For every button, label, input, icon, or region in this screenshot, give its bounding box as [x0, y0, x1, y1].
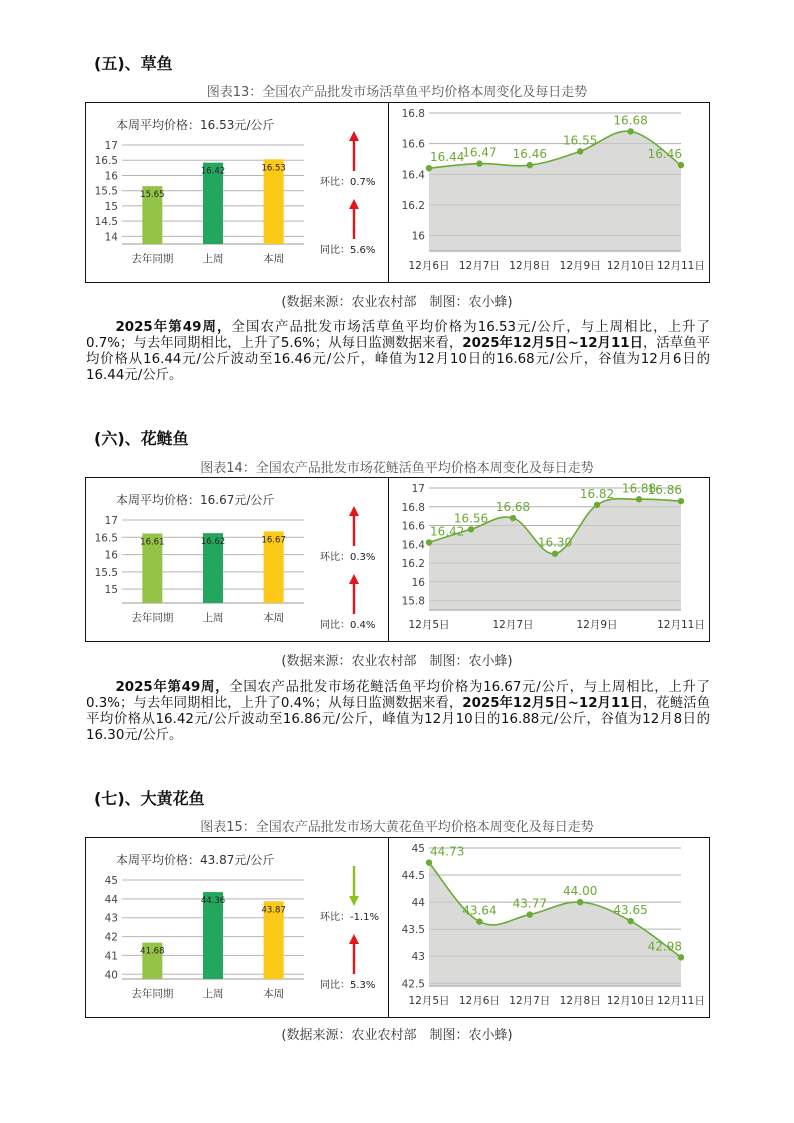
y-tick-label: 16 — [104, 549, 118, 562]
x-tick-label: 12月6日 — [458, 995, 500, 1007]
y-tick-label: 16.8 — [401, 108, 425, 120]
y-tick-label: 17 — [411, 483, 425, 495]
x-tick-label: 上周 — [202, 988, 224, 1000]
line-value-label: 16.30 — [537, 535, 573, 550]
x-tick-label: 去年同期 — [131, 988, 174, 1000]
line-value-label: 16.44 — [430, 150, 465, 165]
line-value-label: 43.64 — [462, 903, 497, 918]
bar-chart-15 — [86, 838, 388, 1016]
y-tick-label: 43.5 — [401, 924, 425, 937]
y-tick-label: 14.5 — [94, 216, 118, 229]
line-value-label: 43.77 — [512, 896, 547, 911]
section-heading-5: (五)、草鱼 — [94, 54, 173, 73]
bar-value-label: 16.61 — [140, 537, 165, 548]
y-tick-label: 16.4 — [401, 169, 425, 182]
yoy-arrow-icon — [349, 574, 359, 584]
x-tick-label: 12月11日 — [657, 619, 705, 631]
line-value-label: 44.00 — [563, 884, 598, 899]
y-tick-label: 44.5 — [401, 870, 425, 883]
line-value-label: 16.55 — [563, 133, 598, 148]
paragraph-text: 全国农产品批发市场花鲢活鱼平均价格为16.67元/公斤，与上周相比，上升了0.3%；与去年同期相比，上升了0.4%；从每日监测数据来看， — [86, 680, 711, 711]
mom-change-label: 环比：0.7% — [320, 177, 376, 188]
line-value-label: 16.88 — [621, 481, 657, 496]
line-value-label: 16.68 — [613, 113, 648, 128]
paragraph-text: ，花鲢活鱼平均价格从16.42元/公斤波动至16.86元/公斤，峰值为12月10日的16.88元/公斤，谷值为12月8日的16.30元/公斤。 — [86, 696, 711, 743]
yoy-arrow-icon — [349, 199, 359, 209]
mom-arrow-icon — [349, 896, 359, 906]
figure-title-15: 图表15：全国农产品批发市场大黄花鱼平均价格本周变化及每日走势 — [200, 820, 594, 835]
line-point-5 — [678, 954, 684, 960]
x-tick-label: 12月7日 — [458, 260, 500, 272]
x-tick-label: 本周 — [263, 612, 285, 624]
x-tick-label: 本周 — [263, 988, 285, 1000]
line-value-label: 16.42 — [430, 524, 465, 539]
line-value-label: 16.86 — [647, 483, 682, 498]
y-tick-label: 16.6 — [401, 520, 425, 533]
line-area — [429, 863, 681, 986]
mom-arrow-icon — [349, 506, 359, 516]
line-point-6 — [678, 498, 684, 504]
paragraph-lead: 2025年第49周， — [115, 320, 232, 335]
paragraph-6 — [86, 680, 710, 744]
y-tick-label: 14 — [104, 231, 118, 244]
bar-chart-14 — [86, 478, 388, 640]
line-value-label: 43.65 — [613, 903, 648, 918]
yoy-change-label: 同比：0.4% — [320, 620, 376, 631]
yoy-change-label: 同比：5.6% — [320, 245, 376, 256]
line-value-label: 16.82 — [579, 486, 615, 501]
y-tick-label: 45 — [411, 843, 425, 855]
bar-value-label: 44.36 — [200, 896, 226, 907]
source-note-15: (数据来源：农业农村部 制图：农小蜂) — [281, 1028, 513, 1043]
line-value-label: 16.46 — [512, 147, 547, 162]
line-value-label: 16.46 — [647, 147, 682, 162]
line-point-0 — [426, 539, 432, 545]
bar-chart-title: 本周平均价格：16.53元/公斤 — [116, 118, 275, 132]
bar-value-label: 15.65 — [140, 190, 165, 201]
y-tick-label: 42.5 — [401, 978, 425, 991]
y-tick-label: 17 — [104, 515, 118, 527]
line-point-1 — [476, 918, 482, 924]
x-tick-label: 12月11日 — [657, 995, 705, 1007]
bar-value-label: 16.42 — [200, 166, 226, 177]
x-tick-label: 去年同期 — [131, 253, 174, 265]
mom-change-label: 环比：0.3% — [320, 552, 376, 563]
line-point-1 — [476, 160, 482, 166]
y-tick-label: 16.2 — [401, 558, 425, 571]
source-note-13: (数据来源：农业农村部 制图：农小蜂) — [281, 295, 513, 310]
x-tick-label: 12月9日 — [559, 260, 601, 272]
y-tick-label: 16.5 — [94, 155, 118, 168]
line-point-3 — [577, 899, 583, 905]
line-value-label: 44.73 — [430, 844, 465, 859]
y-tick-label: 45 — [104, 875, 118, 887]
bar-chart-title: 本周平均价格：16.67元/公斤 — [116, 493, 275, 507]
line-value-label: 16.68 — [495, 500, 531, 515]
line-panel-14 — [388, 477, 710, 642]
figure-title-13: 图表13：全国农产品批发市场活草鱼平均价格本周变化及每日走势 — [206, 85, 588, 100]
x-tick-label: 上周 — [202, 253, 224, 265]
x-tick-label: 12月8日 — [559, 995, 601, 1007]
line-point-3 — [552, 550, 558, 556]
figure-title-14: 图表14：全国农产品批发市场花鲢活鱼平均价格本周变化及每日走势 — [200, 461, 594, 476]
x-tick-label: 12月6日 — [408, 260, 450, 272]
x-tick-label: 去年同期 — [131, 612, 174, 624]
y-tick-label: 15.8 — [401, 595, 425, 608]
line-value-label: 42.98 — [647, 939, 682, 954]
y-tick-label: 15 — [104, 584, 118, 597]
bar-panel-13 — [85, 102, 390, 283]
section-heading-6: (六)、花鲢鱼 — [94, 429, 189, 448]
line-panel-15 — [388, 837, 710, 1018]
line-value-label: 16.56 — [453, 511, 489, 526]
y-tick-label: 16 — [104, 170, 118, 183]
line-value-label: 16.47 — [462, 145, 497, 160]
line-point-4 — [627, 918, 633, 924]
x-tick-label: 12月10日 — [606, 260, 655, 272]
source-note-14: (数据来源：农业农村部 制图：农小蜂) — [281, 654, 513, 669]
x-tick-label: 12月7日 — [492, 619, 534, 631]
line-chart-14 — [389, 478, 708, 640]
x-tick-label: 12月5日 — [408, 995, 450, 1007]
x-tick-label: 12月10日 — [606, 995, 655, 1007]
y-tick-label: 16.4 — [401, 539, 425, 552]
line-chart-15 — [389, 838, 708, 1016]
y-tick-label: 16.2 — [401, 200, 425, 212]
yoy-change-label: 同比：5.3% — [320, 980, 376, 991]
line-point-2 — [527, 162, 533, 168]
y-tick-label: 16.8 — [401, 501, 425, 514]
line-panel-13 — [388, 102, 710, 283]
paragraph-range: 2025年12月5日~12月11日 — [462, 696, 644, 711]
mom-change-label: 环比：-1.1% — [320, 912, 380, 923]
y-tick-label: 16.6 — [401, 138, 425, 151]
y-tick-label: 43 — [411, 951, 425, 964]
y-tick-label: 16 — [411, 230, 425, 243]
line-point-0 — [426, 165, 432, 171]
bar-value-label: 16.53 — [261, 163, 286, 174]
paragraph-text: ，活草鱼平均价格从16.44元/公斤波动至16.46元/公斤，峰值为12月10日的16.68元/公斤，谷值为12月6日的16.44元/公斤。 — [86, 336, 711, 383]
line-point-2 — [527, 911, 533, 917]
line-point-3 — [577, 148, 583, 154]
line-point-0 — [426, 859, 432, 865]
x-tick-label: 本周 — [263, 253, 285, 265]
y-tick-label: 16 — [411, 576, 425, 589]
y-tick-label: 17 — [104, 140, 118, 152]
x-tick-label: 12月7日 — [509, 995, 551, 1007]
paragraph-range: 2025年12月5日~12月11日 — [462, 336, 644, 351]
paragraph-lead: 2025年第49周， — [115, 680, 230, 695]
y-tick-label: 44 — [104, 893, 118, 906]
x-tick-label: 12月8日 — [509, 260, 551, 272]
line-point-4 — [594, 502, 600, 508]
yoy-arrow-icon — [349, 934, 359, 944]
line-point-5 — [678, 162, 684, 168]
y-tick-label: 42 — [104, 931, 118, 944]
mom-arrow-icon — [349, 131, 359, 141]
line-point-5 — [636, 496, 642, 502]
y-tick-label: 15.5 — [94, 185, 118, 198]
y-tick-label: 41 — [104, 950, 118, 963]
bar-value-label: 41.68 — [140, 946, 165, 957]
x-tick-label: 上周 — [202, 612, 224, 624]
paragraph-text: 全国农产品批发市场活草鱼平均价格为16.53元/公斤，与上周相比，上升了0.7%；与去年同期相比，上升了5.6%；从每日监测数据来看， — [86, 320, 710, 351]
y-tick-label: 16.5 — [94, 532, 118, 545]
line-point-4 — [627, 128, 633, 134]
bar-chart-title: 本周平均价格：43.87元/公斤 — [116, 853, 275, 867]
bar-value-label: 43.87 — [261, 905, 286, 916]
bar-panel-14 — [85, 477, 390, 642]
x-tick-label: 12月11日 — [657, 260, 705, 272]
line-point-1 — [468, 526, 474, 532]
bar-value-label: 16.62 — [200, 537, 226, 548]
y-tick-label: 44 — [411, 897, 425, 910]
line-chart-13 — [389, 103, 708, 281]
section-heading-7: (七)、大黄花鱼 — [94, 789, 205, 808]
bar-value-label: 16.67 — [261, 535, 286, 546]
bar-panel-15 — [85, 837, 390, 1018]
paragraph-5 — [86, 320, 710, 384]
y-tick-label: 40 — [104, 969, 118, 982]
bar-chart-13 — [86, 103, 388, 281]
line-point-2 — [510, 515, 516, 521]
x-tick-label: 12月9日 — [576, 619, 618, 631]
y-tick-label: 43 — [104, 912, 118, 925]
x-tick-label: 12月5日 — [408, 619, 450, 631]
y-tick-label: 15.5 — [94, 566, 118, 579]
y-tick-label: 15 — [104, 200, 118, 213]
